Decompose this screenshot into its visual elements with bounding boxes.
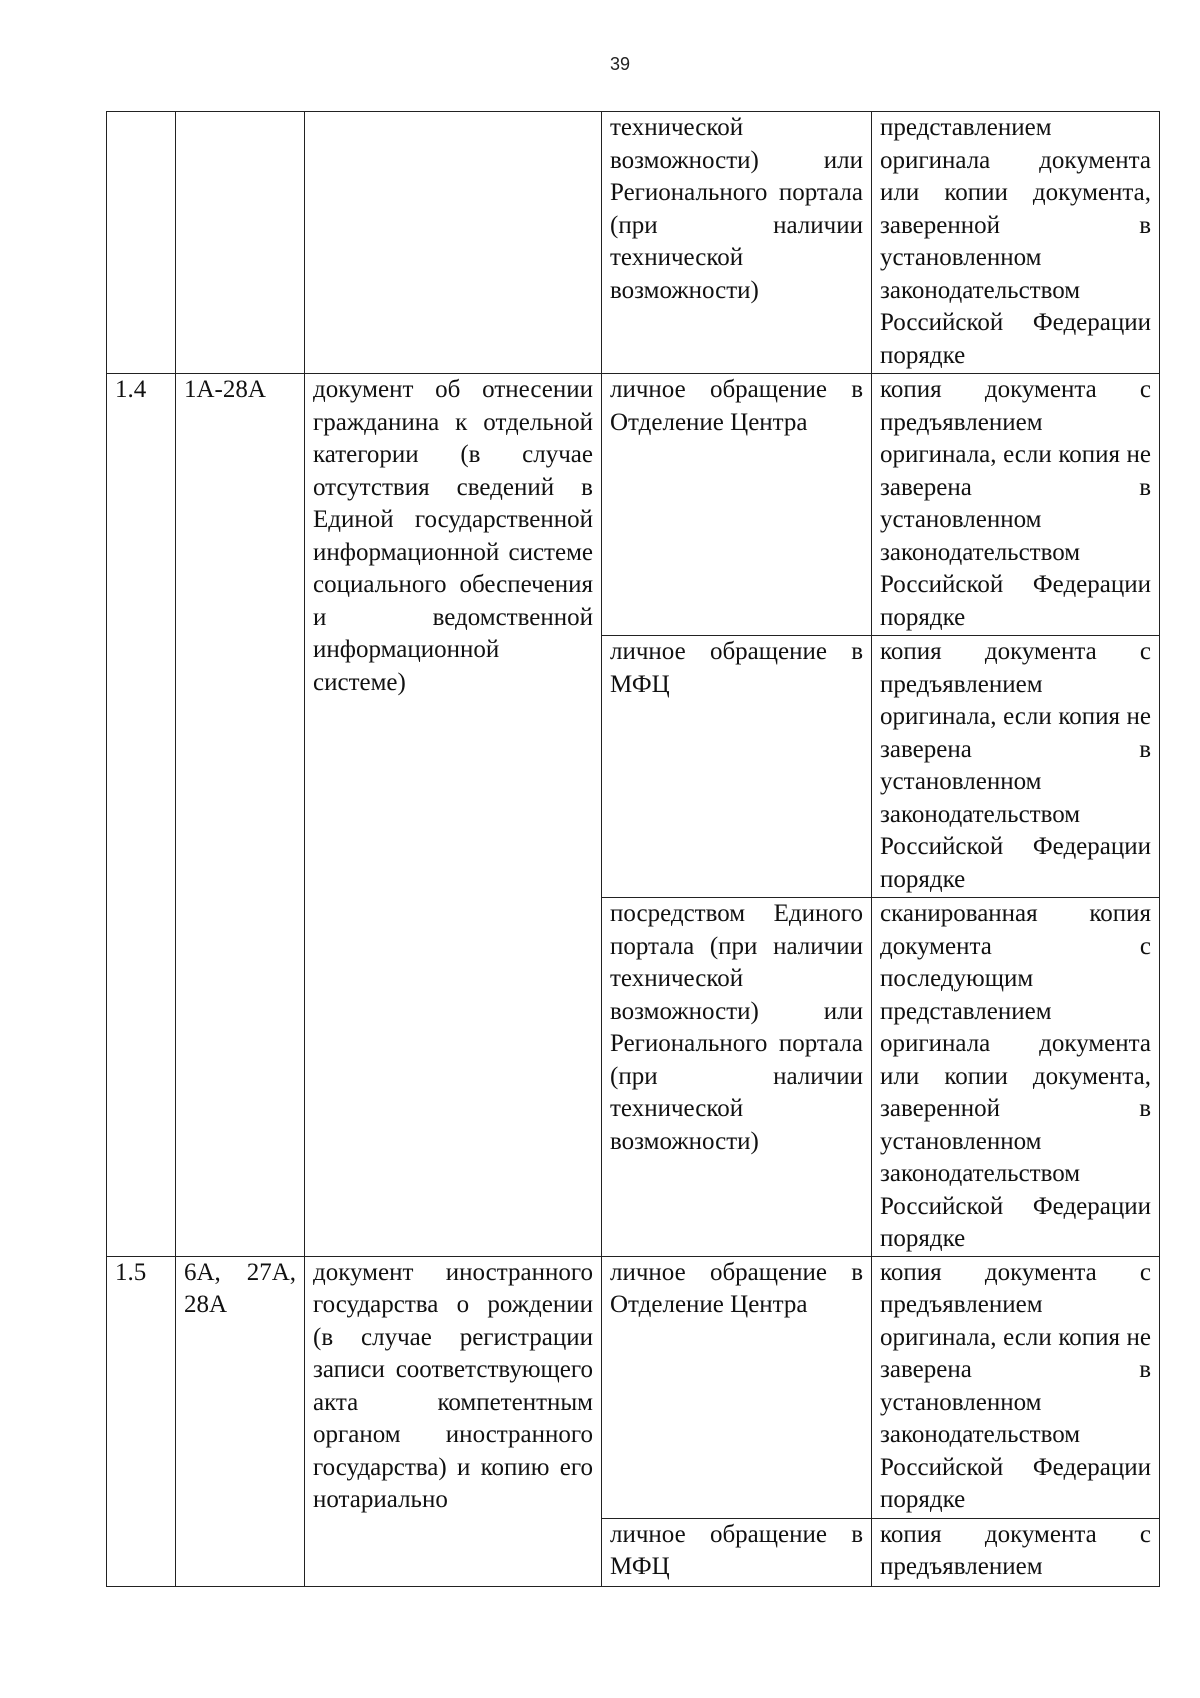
row-codes: 1А-28А — [184, 376, 266, 403]
cell-method — [602, 636, 872, 898]
cell-document — [305, 112, 602, 374]
method-text: личное обращение в Отделение Центра — [610, 376, 863, 436]
cell-num — [107, 1256, 176, 1586]
cell-form — [872, 1256, 1160, 1518]
cell-codes — [176, 374, 305, 1257]
row-number: 1.5 — [115, 1258, 147, 1286]
cell-method — [602, 1256, 872, 1518]
form-text: сканированная копия документа с последующим представлением оригинала документа или копии документа, заверенной в установленном законодательством Российской Федерации порядке — [880, 900, 1151, 1252]
method-text: личное обращение в МФЦ — [610, 1520, 863, 1580]
cell-form — [872, 374, 1160, 636]
cell-method — [602, 112, 872, 374]
page-number: 39 — [609, 54, 631, 74]
cell-document — [305, 374, 602, 1257]
cell-num — [107, 374, 176, 1257]
table-row — [107, 1256, 1160, 1518]
form-text: представлением оригинала документа или копии документа, заверенной в установленном законодательством Российской Федерации порядке — [880, 114, 1151, 369]
form-text: копия документа с предъявлением оригинала, если копия не заверена в установленном законодательством Российской Федерации порядке — [880, 376, 1151, 631]
document-text: документ об отнесении гражданина к отдельной категории (в случае отсутствия сведений в Единой государственной информационной системе социального обеспечения и ведомственной информационной системе) — [313, 376, 593, 696]
method-text: технической возможности) или Регионального портала (при наличии технической возможности) — [610, 114, 863, 304]
method-text: личное обращение в Отделение Центра — [610, 1258, 863, 1318]
form-text: копия документа с предъявлением оригинала, если копия не заверена в установленном законодательством Российской Федерации порядке — [880, 638, 1151, 893]
row-number: 1.4 — [115, 376, 147, 403]
method-text: личное обращение в МФЦ — [610, 638, 863, 698]
form-text: копия документа с предъявлением оригинала, если копия не заверена в установленном законодательством Российской Федерации порядке — [880, 1258, 1151, 1513]
row-codes: 6А, 27А, 28А — [184, 1258, 296, 1318]
cell-method — [602, 898, 872, 1257]
table-row-continuation — [107, 112, 1160, 374]
form-text: копия документа с предъявлением — [880, 1520, 1151, 1580]
requirements-table — [106, 111, 1160, 1587]
cell-num — [107, 112, 176, 374]
cell-document — [305, 1256, 602, 1586]
table-row — [107, 374, 1160, 636]
cell-form — [872, 1518, 1160, 1586]
cell-codes — [176, 112, 305, 374]
cell-codes — [176, 1256, 305, 1586]
document-text: документ иностранного государства о рождении (в случае регистрации записи соответствующего акта компетентным органом иностранного государства) и копию его нотариально — [313, 1258, 593, 1513]
cell-form — [872, 898, 1160, 1257]
method-text: посредством Единого портала (при наличии технической возможности) или Регионального портала (при наличии технической возможности) — [610, 900, 863, 1155]
cell-form — [872, 636, 1160, 898]
cell-method — [602, 1518, 872, 1586]
cell-form — [872, 112, 1160, 374]
cell-method — [602, 374, 872, 636]
